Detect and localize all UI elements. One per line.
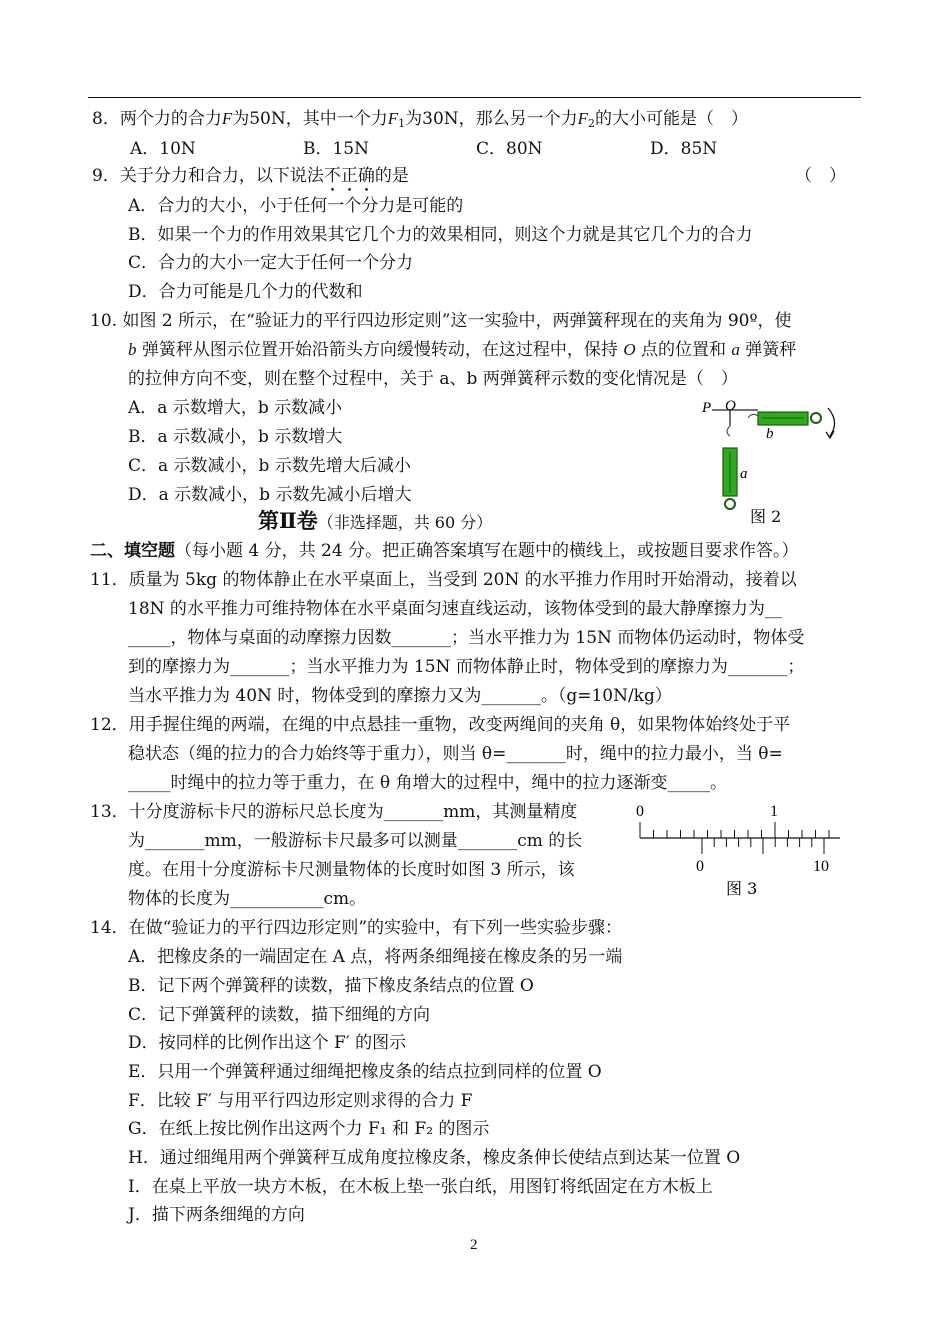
q11-line-2: 18N 的水平推力可维持物体在水平桌面匀速直线运动，该物体受到的最大静摩擦力为__ <box>128 599 782 619</box>
q11-line-3: _____，物体与桌面的动摩擦力因数_______；当水平推力为 15N 而物体仍运动时，物体受 <box>128 628 805 648</box>
figure-3-vernier-caliper <box>630 800 845 900</box>
q13-line-1: 13．十分度游标卡尺的游标尺总长度为_______mm，其测量精度 <box>90 802 578 822</box>
q10-option-a: A．a 示数增大，b 示数减小 <box>128 398 343 418</box>
q8-stem: 8．两个力的合力F为50N，其中一个力$F_1$为30N，那么另一个力$F_2$的大小可能是（ ） <box>92 109 749 130</box>
q12-line-2: 稳状态（绳的拉力的合力始终等于重力），则当 θ=_______时，绳中的拉力最小，当 θ= <box>128 744 783 764</box>
q11-line-1: 11．质量为 5kg 的物体静止在水平桌面上，当受到 20N 的水平推力作用时开始滑动，接着以 <box>90 570 797 590</box>
q14-step-i: I．在桌上平放一块方木板，在木板上垫一张白纸，用图钉将纸固定在方木板上 <box>128 1177 713 1197</box>
q14-step-c: C．记下弹簧秤的读数，描下细绳的方向 <box>128 1005 431 1025</box>
main-scale-ticks <box>640 822 829 838</box>
q14-step-f: F．比较 F′ 与用平行四边形定则求得的合力 F <box>128 1091 473 1111</box>
q9-option-a: A．合力的大小，小于任何一个分力是可能的 <box>128 196 464 216</box>
q14-step-j: J．描下两条细绳的方向 <box>128 1205 305 1225</box>
q9-stem: 9．关于分力和合力，以下说法不正确的是 <box>92 166 409 186</box>
q12-line-1: 12．用手握住绳的两端，在绳的中点悬挂一重物，改变两绳间的夹角 θ，如果物体始终处于平 <box>90 715 791 735</box>
top-rule <box>88 97 861 98</box>
main-scale-1: 1 <box>770 803 778 820</box>
q13-line-3: 度。在用十分度游标卡尺测量物体的长度时如图 3 所示，该 <box>128 860 575 880</box>
q14-step-a: A．把橡皮条的一端固定在 A 点，将两条细绳接在橡皮条的另一端 <box>128 947 623 967</box>
q8-option-d: D．85N <box>650 139 718 159</box>
fig3-caption: 图 3 <box>726 879 758 898</box>
q13-line-2: 为_______mm，一般游标卡尺最多可以测量_______cm 的长 <box>128 831 583 851</box>
q8-option-b: B．15N <box>303 139 369 159</box>
vernier-scale-10: 10 <box>813 858 829 875</box>
fig2-label-o: O <box>725 398 736 414</box>
main-scale-0: 0 <box>636 803 644 820</box>
q13-line-4: 物体的长度为___________cm。 <box>128 889 367 909</box>
vernier-scale-ticks <box>702 838 824 854</box>
q14-step-h: H．通过细绳用两个弹簧秤互成角度拉橡皮条，橡皮条伸长使结点到达某一位置 O <box>128 1148 741 1168</box>
q8-option-c: C．80N <box>476 139 543 159</box>
q10-option-d: D．a 示数减小，b 示数先减小后增大 <box>128 485 412 505</box>
q10-option-c: C．a 示数减小，b 示数先增大后减小 <box>128 456 411 476</box>
q14-stem: 14．在做“验证力的平行四边形定则”的实验中，有下列一些实验步骤： <box>90 918 623 938</box>
q12-line-3: _____时绳中的拉力等于重力，在 θ 角增大的过程中，绳中的拉力逐渐变_____。 <box>128 773 728 793</box>
q14-step-d: D．按同样的比例作出这个 F′ 的图示 <box>128 1033 407 1053</box>
q11-line-4: 到的摩擦力为_______；当水平推力为 15N 而物体静止时，物体受到的摩擦力为_______； <box>128 657 805 677</box>
q11-line-5: 当水平推力为 40N 时，物体受到的摩擦力又为_______。（g=10N/kg） <box>128 686 672 706</box>
fig2-label-b: b <box>766 426 774 442</box>
fig2-label-p: P <box>702 400 712 416</box>
q9-paren: （ ） <box>795 166 846 186</box>
q14-step-b: B．记下两个弹簧秤的读数，描下橡皮条结点的位置 O <box>128 976 534 996</box>
q10-option-b: B．a 示数减小，b 示数增大 <box>128 427 343 447</box>
q9-option-b: B．如果一个力的作用效果其它几个力的效果相同，则这个力就是其它几个力的合力 <box>128 225 753 245</box>
page-number: 2 <box>470 1237 478 1253</box>
q9-option-c: C．合力的大小一定大于任何一个分力 <box>128 253 414 273</box>
q10-line-1: 10. 如图 2 所示，在“验证力的平行四边形定则”这一实验中，两弹簧秤现在的夹角为 90º，使 <box>90 311 792 331</box>
q10-line-3: 的拉伸方向不变，则在整个过程中，关于 a、b 两弹簧秤示数的变化情况是（ ） <box>128 369 738 389</box>
q14-step-g: G．在纸上按比例作出这两个力 F₁ 和 F₂ 的图示 <box>128 1119 490 1139</box>
section-2-heading: 二、填空题（每小题 4 分，共 24 分。把正确答案填写在题中的横线上，或按题目要求作答。） <box>90 541 799 561</box>
q9-emphasis: 不正确 <box>323 166 375 186</box>
part-two-heading: 第Ⅱ卷（非选择题，共 60 分） <box>258 508 493 533</box>
vernier-scale-0: 0 <box>696 858 704 875</box>
fig2-caption: 图 2 <box>750 507 782 526</box>
fig2-label-a: a <box>740 466 748 482</box>
q14-step-e: E．只用一个弹簧秤通过细绳把橡皮条的结点拉到同样的位置 O <box>128 1062 602 1082</box>
q9-option-d: D．合力可能是几个力的代数和 <box>128 282 363 302</box>
q10-line-2: b 弹簧秤从图示位置开始沿箭头方向缓慢转动，在这过程中，保持 O 点的位置和 a 弹簧秤 <box>128 340 797 360</box>
q8-option-a: A．10N <box>130 139 196 159</box>
figure-2-spring-scales <box>690 398 850 528</box>
